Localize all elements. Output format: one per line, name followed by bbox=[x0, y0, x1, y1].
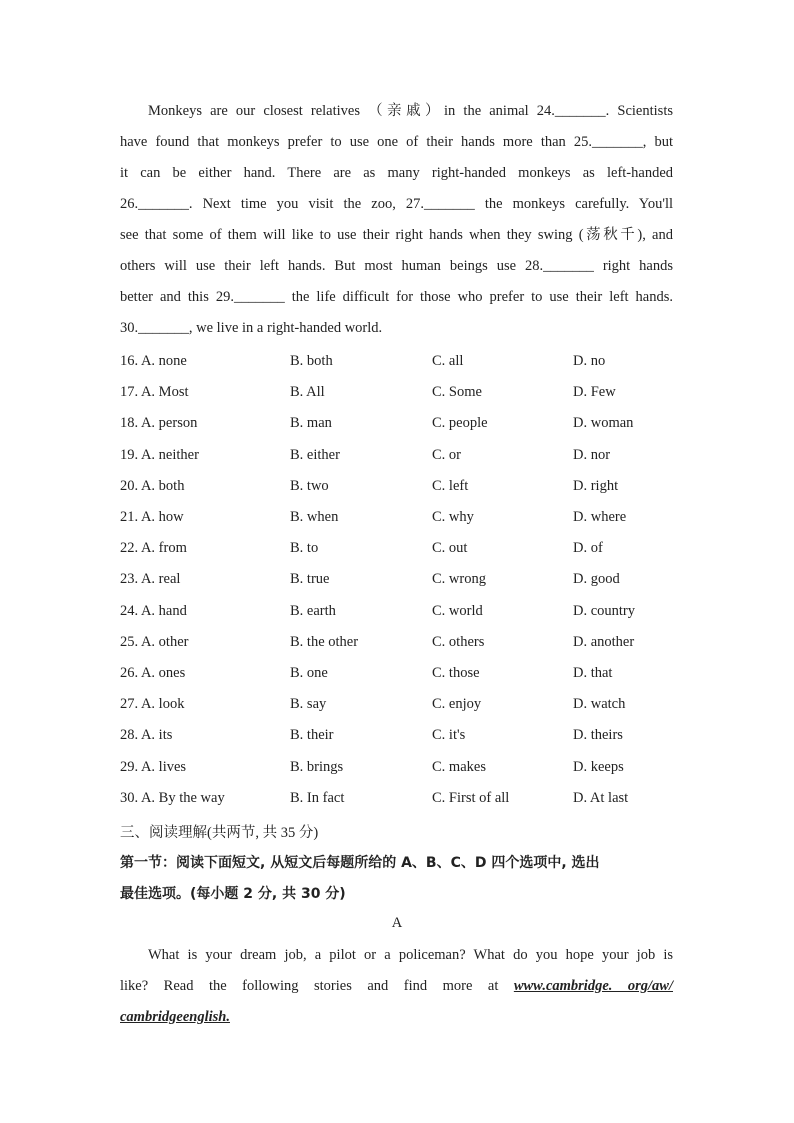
option-d: D. nor bbox=[573, 446, 611, 463]
question-number: 21. bbox=[120, 509, 139, 525]
option-a bbox=[120, 634, 188, 651]
question-number: 25. bbox=[120, 633, 139, 650]
website-link-continued[interactable]: cambridgeenglish. bbox=[120, 1009, 230, 1025]
option-a bbox=[120, 727, 172, 744]
option-b: B. In fact bbox=[290, 789, 345, 806]
option-b: B. say bbox=[290, 696, 327, 713]
question-number: 28. bbox=[120, 727, 139, 744]
option-row bbox=[120, 571, 680, 593]
question-number: 22. bbox=[120, 540, 139, 557]
option-d: D. theirs bbox=[573, 727, 623, 744]
question-number: 17. bbox=[120, 384, 139, 401]
passage-line: Monkeys are our closest relatives （亲戚）in the animal 24._______. Scientists bbox=[148, 103, 673, 119]
option-c: C. left bbox=[432, 477, 469, 494]
option-d: D. At last bbox=[573, 789, 629, 806]
passage-line: 30._______, we live in a right-handed world. bbox=[120, 320, 383, 336]
option-row bbox=[120, 353, 680, 375]
option-a-text: A. hand bbox=[140, 602, 187, 619]
question-number: 16. bbox=[120, 353, 139, 369]
passage-line: 26._______. Next time you visit the zoo, 27._______ the monkeys carefully. You'll bbox=[120, 196, 673, 212]
option-b: B. man bbox=[290, 415, 332, 432]
option-b: B. either bbox=[290, 446, 340, 463]
option-row bbox=[120, 540, 680, 562]
cloze-passage bbox=[120, 96, 673, 344]
question-number: 26. bbox=[120, 665, 139, 681]
option-row bbox=[120, 696, 680, 718]
option-d: D. good bbox=[573, 571, 620, 588]
option-a-text: A. look bbox=[140, 696, 185, 713]
option-b: B. two bbox=[290, 477, 329, 494]
reading-intro bbox=[120, 940, 673, 1033]
option-b: B. their bbox=[290, 727, 334, 744]
question-number: 18. bbox=[120, 415, 139, 432]
option-row bbox=[120, 478, 680, 500]
option-a-text: A. its bbox=[140, 727, 173, 744]
option-a bbox=[120, 571, 180, 588]
option-a bbox=[120, 478, 184, 495]
option-a bbox=[120, 509, 184, 526]
option-d: D. another bbox=[573, 633, 635, 650]
option-row bbox=[120, 790, 680, 812]
option-row bbox=[120, 447, 680, 469]
option-row bbox=[120, 384, 680, 406]
option-b: B. when bbox=[290, 509, 339, 525]
option-a-text: A. neither bbox=[140, 446, 199, 463]
option-a bbox=[120, 696, 184, 713]
option-a-text: A. ones bbox=[140, 665, 186, 681]
option-row bbox=[120, 509, 680, 531]
passage-line: see that some of them will like to use their right hands when they swing (荡秋千), and bbox=[120, 227, 673, 243]
question-number: 29. bbox=[120, 758, 139, 775]
option-b: B. the other bbox=[290, 633, 359, 650]
option-a bbox=[120, 447, 199, 464]
option-c: C. First of all bbox=[432, 789, 510, 806]
question-number: 23. bbox=[120, 571, 139, 588]
option-c: C. out bbox=[432, 540, 468, 557]
option-d: D. of bbox=[573, 540, 603, 557]
option-row bbox=[120, 415, 680, 437]
option-a-text: A. other bbox=[140, 633, 189, 650]
option-d: D. no bbox=[573, 353, 606, 369]
option-a-text: A. from bbox=[140, 540, 187, 557]
option-row bbox=[120, 727, 680, 749]
option-c: C. people bbox=[432, 415, 488, 432]
option-c: C. those bbox=[432, 665, 480, 681]
option-a-text: A. real bbox=[140, 571, 181, 588]
option-c: C. makes bbox=[432, 758, 486, 775]
option-b: B. true bbox=[290, 571, 330, 588]
option-a bbox=[120, 415, 197, 432]
option-c: C. enjoy bbox=[432, 696, 482, 713]
option-a bbox=[120, 540, 187, 557]
passage-line: it can be either hand. There are as many right-handed monkeys as left-handed bbox=[120, 165, 673, 181]
part1-instruction-line1: 第一节：阅读下面短文, 从短文后每题所给的 A、B、C、D 四个选项中, 选出 bbox=[120, 855, 600, 871]
option-a bbox=[120, 665, 185, 682]
option-b: B. to bbox=[290, 540, 319, 557]
option-a bbox=[120, 790, 225, 807]
option-a-text: A. person bbox=[140, 415, 198, 432]
option-a bbox=[120, 759, 186, 776]
passage-line: better and this 29._______ the life difficult for those who prefer to use their left hands. bbox=[120, 289, 673, 305]
part1-instruction-line2: 最佳选项。(每小题 2 分, 共 30 分) bbox=[120, 886, 346, 902]
passage-line: have found that monkeys prefer to use one of their hands more than 25._______, but bbox=[120, 134, 673, 150]
option-d: D. that bbox=[573, 665, 613, 681]
option-a-text: A. how bbox=[140, 509, 184, 525]
intro-line bbox=[120, 1002, 673, 1033]
option-b: B. earth bbox=[290, 602, 336, 619]
option-b: B. brings bbox=[290, 758, 344, 775]
question-number: 20. bbox=[120, 477, 139, 494]
website-link[interactable]: www.cambridge. org/aw/ bbox=[513, 978, 673, 994]
option-a-text: A. By the way bbox=[140, 789, 225, 806]
option-c: C. world bbox=[432, 602, 483, 619]
option-a bbox=[120, 384, 189, 401]
option-b: B. one bbox=[290, 665, 328, 681]
option-d: D. country bbox=[573, 602, 636, 619]
question-number: 27. bbox=[120, 696, 139, 713]
option-c: C. or bbox=[432, 446, 461, 463]
option-row bbox=[120, 759, 680, 781]
option-c: C. wrong bbox=[432, 571, 486, 588]
option-a-text: A. both bbox=[140, 477, 185, 494]
option-d: D. right bbox=[573, 477, 619, 494]
option-d: D. Few bbox=[573, 384, 616, 401]
option-a bbox=[120, 353, 187, 370]
passage-line: others will use their left hands. But most human beings use 28._______ right hands bbox=[120, 258, 673, 274]
intro-line: What is your dream job, a pilot or a policeman? What do you hope your job is bbox=[148, 947, 673, 963]
option-a-text: A. Most bbox=[140, 384, 189, 401]
option-b: B. All bbox=[290, 384, 325, 401]
option-d: D. watch bbox=[573, 696, 626, 713]
question-number: 24. bbox=[120, 602, 139, 619]
option-row bbox=[120, 665, 680, 687]
option-row bbox=[120, 603, 680, 625]
option-c: C. it's bbox=[432, 727, 466, 744]
option-a-text: A. lives bbox=[140, 758, 187, 775]
option-d: D. woman bbox=[573, 415, 634, 432]
option-c: C. Some bbox=[432, 384, 482, 401]
intro-text: like? Read the following stories and find more at bbox=[120, 978, 499, 994]
question-number: 30. bbox=[120, 789, 139, 806]
option-a bbox=[120, 603, 187, 620]
option-d: D. keeps bbox=[573, 758, 624, 775]
option-c: C. why bbox=[432, 509, 474, 525]
section-title: 三、阅读理解(共两节, 共 35 分) bbox=[120, 825, 319, 841]
option-c: C. all bbox=[432, 353, 464, 369]
option-d: D. where bbox=[573, 509, 627, 525]
option-c: C. others bbox=[432, 633, 485, 650]
question-number: 19. bbox=[120, 446, 139, 463]
passage-letter: A bbox=[391, 915, 403, 931]
intro-line bbox=[120, 971, 673, 1002]
option-row bbox=[120, 634, 680, 656]
option-a-text: A. none bbox=[140, 353, 187, 369]
option-b: B. both bbox=[290, 353, 333, 369]
